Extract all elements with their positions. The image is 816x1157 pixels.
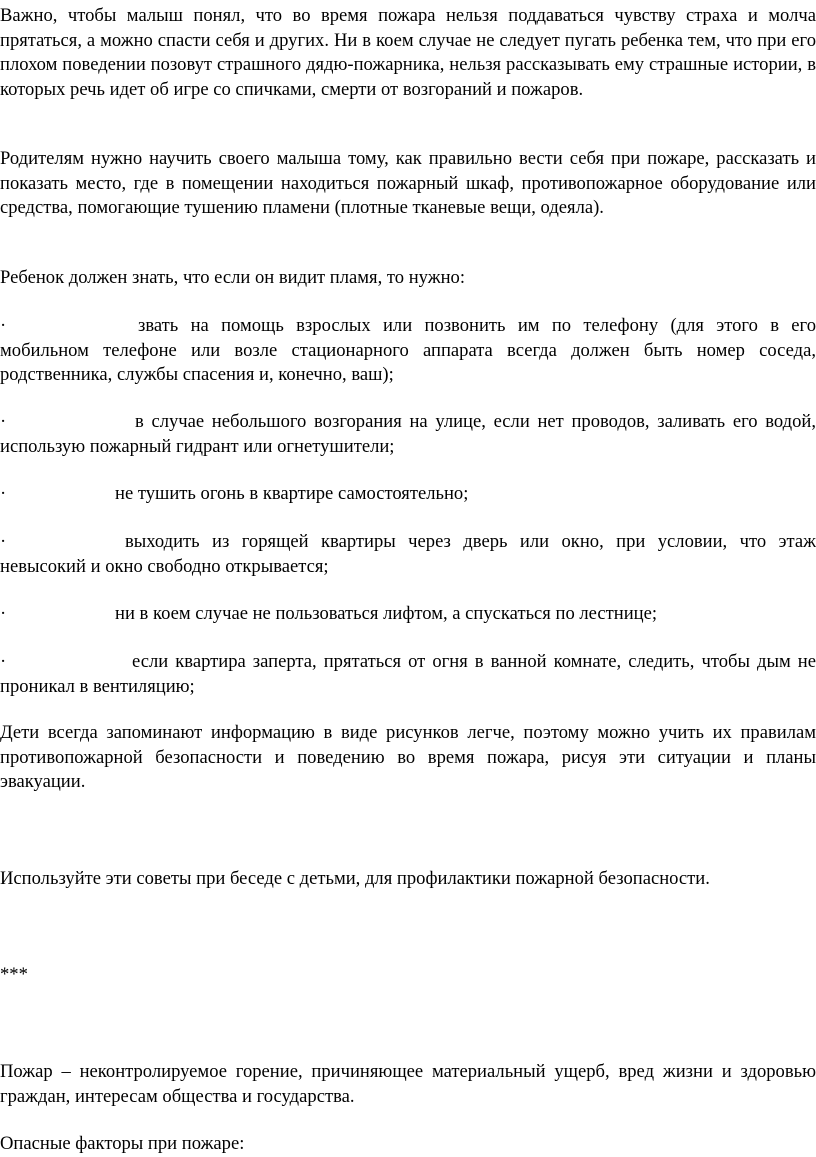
paragraph-drawings: Дети всегда запоминают информацию в виде рисунков легче, поэтому можно учить их правилам противопожарной безопасности и поведению во время пожара, рисуя эти ситуации и планы эвакуации. (0, 722, 816, 792)
bullet-marker: · (0, 315, 7, 336)
paragraph-parents: Родителям нужно научить своего малыша тому, как правильно вести себя при пожаре, рассказать и показать место, где в помещении находиться пожарный шкаф, противопожарное оборудование или средства, помогающие тушению пламени (плотные тканевые вещи, одеяла). (0, 148, 816, 218)
heading-dangerous-factors: Опасные факторы при пожаре: (0, 1133, 245, 1154)
paragraph-intro: Важно, чтобы малыш понял, что во время пожара нельзя поддаваться чувству страха и молча прятаться, а можно спасти себя и других. Ни в коем случае не следует пугать ребенка тем, что при его плохом поведении позовут страшного дядю-пожарника, нельзя рассказывать ему страшные истории, в которых речь идет об игре со спичками, смерти от возгораний и пожаров. (0, 5, 816, 100)
bullet-text: если квартира заперта, прятаться от огня в ванной комнате, следить, чтобы дым не проникал в вентиляцию; (0, 651, 816, 697)
bullet-marker: · (0, 651, 7, 672)
bullet-text: выходить из горящей квартиры через дверь или окно, при условии, что этаж невысокий и окно свободно открывается; (0, 531, 816, 577)
paragraph-advice: Используйте эти советы при беседе с детьми, для профилактики пожарной безопасности. (0, 868, 710, 889)
bullet-marker: · (0, 603, 7, 624)
bullet-marker: · (0, 483, 7, 504)
bullet-marker: · (0, 411, 7, 432)
bullet-item-no-self-extinguish (0, 482, 816, 507)
bullet-item-no-elevator (0, 602, 816, 627)
bullet-item-exit-apartment (0, 530, 816, 579)
bullet-text: звать на помощь взрослых или позвонить им по телефону (для этого в его мобильном телефоне или возле стационарного аппарата всегда должен быть номер соседа, родственника, службы спасения и, конечно, ваш); (0, 315, 816, 385)
paragraph-child-must-know: Ребенок должен знать, что если он видит пламя, то нужно: (0, 267, 465, 288)
bullet-text: не тушить огонь в квартире самостоятельно; (115, 483, 469, 504)
bullet-text: ни в коем случае не пользоваться лифтом, а спускаться по лестнице; (115, 603, 658, 624)
bullet-item-locked-apartment (0, 650, 816, 699)
bullet-marker: · (0, 531, 7, 552)
paragraph-fire-definition: Пожар – неконтролируемое горение, причиняющее материальный ущерб, вред жизни и здоровью граждан, интересам общества и государства. (0, 1061, 816, 1107)
bullet-item-small-fire (0, 410, 816, 459)
bullet-text: в случае небольшого возгорания на улице, если нет проводов, заливать его водой, использую пожарный гидрант или огнетушители; (0, 411, 816, 457)
separator-asterisks: *** (0, 964, 28, 985)
bullet-item-call-adults (0, 314, 816, 388)
